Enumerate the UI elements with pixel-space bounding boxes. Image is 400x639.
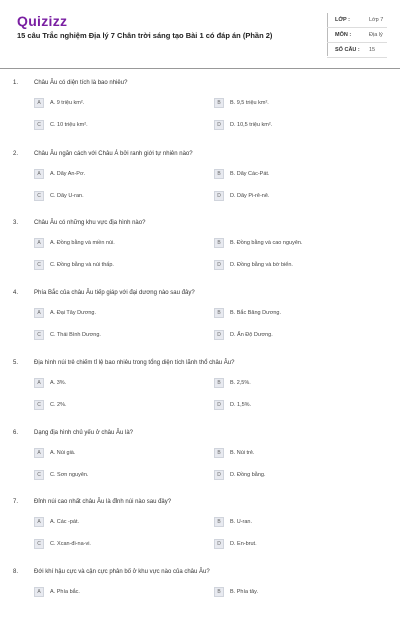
option-letter-box: B [214, 98, 224, 108]
option-text: A. 3%. [50, 380, 67, 386]
option-letter-box: A [34, 587, 44, 597]
option-letter-box: D [214, 470, 224, 480]
option-text: D. En-brut. [230, 541, 257, 547]
question-text: Địa hình núi trẻ chiếm tỉ lệ bao nhiêu trong tổng diện tích lãnh thổ châu Âu? [34, 360, 235, 366]
question-number: 3. [13, 220, 19, 226]
worksheet-meta [327, 13, 387, 58]
question-number: 4. [13, 290, 19, 296]
option-text: D. 10,5 triệu km². [230, 122, 273, 128]
option-text: A. Đại Tây Dương. [50, 310, 97, 316]
option-letter-box: D [214, 400, 224, 410]
option-text: C. Xcan-đi-na-vi. [50, 541, 91, 547]
option-text: A. Phía bắc. [50, 589, 80, 595]
question-8 [0, 569, 400, 639]
option-letter-box: D [214, 539, 224, 549]
option-letter-box: A [34, 238, 44, 248]
option-letter-box: A [34, 98, 44, 108]
option-letter-box: A [34, 169, 44, 179]
option-text: C. Đồng bằng và núi thấp. [50, 262, 114, 268]
question-text: Đỉnh núi cao nhất châu Âu là đỉnh núi nào sau đây? [34, 499, 172, 505]
question-6 [0, 430, 400, 500]
option-letter-box: B [214, 308, 224, 318]
option-letter-box: D [214, 330, 224, 340]
header-divider [0, 68, 400, 69]
option-letter-box: B [214, 378, 224, 388]
question-5 [0, 360, 400, 430]
worksheet-title: 15 câu Trắc nghiệm Địa lý 7 Chân trời sáng tạo Bài 1 có đáp án (Phần 2) [17, 31, 273, 40]
question-number: 6. [13, 430, 19, 436]
option-text: D. Đồng bằng. [230, 472, 266, 478]
option-text: A. Núi già. [50, 450, 76, 456]
option-text: C. Sơn nguyên. [50, 472, 89, 478]
page-header [0, 0, 400, 68]
meta-label: MÔN : [335, 32, 352, 38]
question-number: 5. [13, 360, 19, 366]
option-letter-box: B [214, 169, 224, 179]
option-text: B. Bắc Băng Dương. [230, 310, 282, 316]
option-letter-box: B [214, 587, 224, 597]
option-letter-box: C [34, 260, 44, 270]
option-letter-box: B [214, 448, 224, 458]
meta-value: Địa lý [369, 32, 383, 38]
option-text: D. Dãy Pi-rê-nê. [230, 193, 270, 199]
question-text: Châu Âu có những khu vực địa hình nào? [34, 220, 146, 226]
question-number: 8. [13, 569, 19, 575]
question-number: 1. [13, 80, 19, 86]
question-7 [0, 499, 400, 569]
question-2 [0, 151, 400, 221]
option-text: B. U-ran. [230, 519, 253, 525]
option-text: B. Núi trẻ. [230, 450, 255, 456]
meta-label: SỐ CÂU : [335, 47, 360, 53]
option-text: A. 9 triệu km². [50, 100, 85, 106]
option-letter-box: C [34, 470, 44, 480]
option-letter-box: D [214, 120, 224, 130]
meta-value: Lớp 7 [369, 17, 384, 23]
question-text: Châu Âu ngăn cách với Châu Á bởi ranh giới tự nhiên nào? [34, 151, 193, 157]
option-letter-box: B [214, 517, 224, 527]
meta-row-count [327, 43, 387, 58]
option-text: A. Đồng bằng và miền núi. [50, 240, 115, 246]
option-text: C. 10 triệu km². [50, 122, 88, 128]
option-text: C. Dãy U-ran. [50, 193, 84, 199]
option-text: A. Dãy An-Pơ. [50, 171, 86, 177]
question-1 [0, 80, 400, 150]
option-letter-box: A [34, 308, 44, 318]
option-text: C. Thái Bình Dương. [50, 332, 101, 338]
question-text: Phía Bắc của châu Âu tiếp giáp với đại dương nào sau đây? [34, 290, 195, 296]
option-letter-box: C [34, 539, 44, 549]
option-letter-box: C [34, 191, 44, 201]
option-text: A. Các -pát. [50, 519, 80, 525]
question-4 [0, 290, 400, 360]
option-text: B. 2,5%. [230, 380, 251, 386]
option-text: B. 9,5 triệu km². [230, 100, 269, 106]
option-letter-box: A [34, 517, 44, 527]
meta-label: LỚP : [335, 17, 350, 23]
question-3 [0, 220, 400, 290]
question-number: 7. [13, 499, 19, 505]
option-letter-box: A [34, 448, 44, 458]
option-text: D. Đồng bằng và bờ biển. [230, 262, 293, 268]
option-letter-box: B [214, 238, 224, 248]
option-text: C. 2%. [50, 402, 67, 408]
meta-row-subject [327, 28, 387, 43]
option-text: D. 1,5%. [230, 402, 252, 408]
option-letter-box: D [214, 260, 224, 270]
option-text: B. Phía tây. [230, 589, 259, 595]
question-text: Đới khí hậu cực và cận cực phân bố ở khu vực nào của châu Âu? [34, 569, 210, 575]
meta-row-class [327, 13, 387, 28]
option-letter-box: A [34, 378, 44, 388]
meta-value: 15 [369, 47, 376, 53]
option-text: B. Đồng bằng và cao nguyên. [230, 240, 303, 246]
question-text: Châu Âu có diện tích là bao nhiêu? [34, 80, 128, 86]
quizizz-logo: Quizizz [17, 13, 68, 29]
option-text: D. Ấn Độ Dương. [230, 332, 273, 338]
option-letter-box: C [34, 120, 44, 130]
option-letter-box: C [34, 400, 44, 410]
option-text: B. Dãy Các-Pát. [230, 171, 270, 177]
question-number: 2. [13, 151, 19, 157]
option-letter-box: D [214, 191, 224, 201]
option-letter-box: C [34, 330, 44, 340]
question-text: Dạng địa hình chủ yếu ở châu Âu là? [34, 430, 134, 436]
